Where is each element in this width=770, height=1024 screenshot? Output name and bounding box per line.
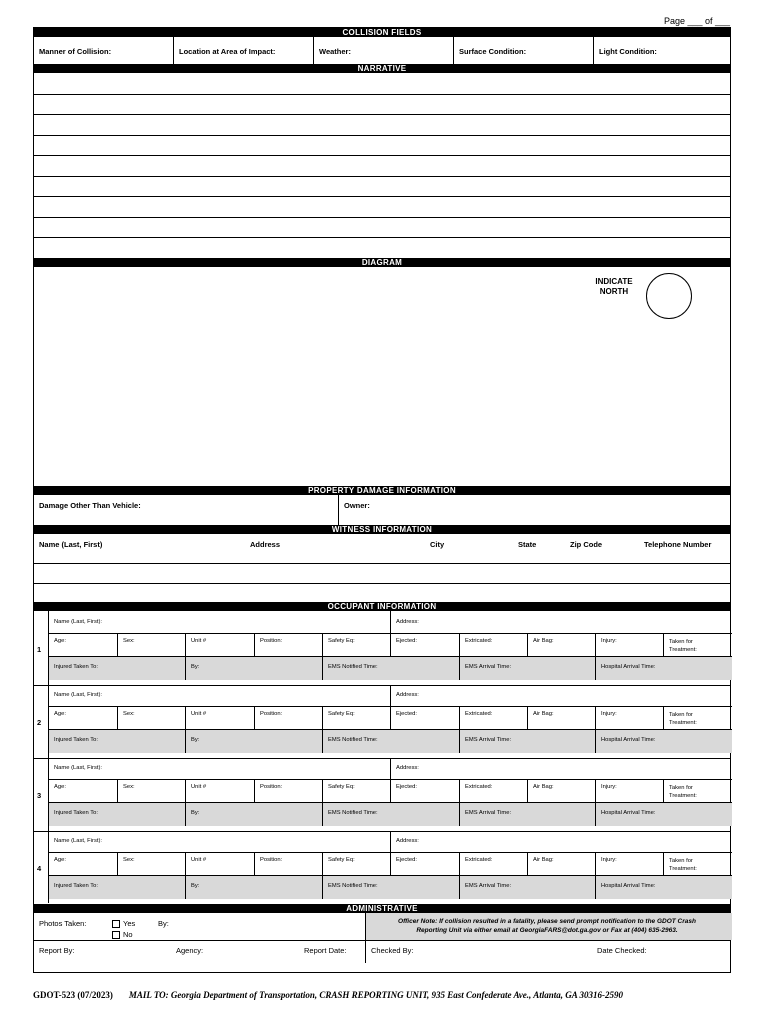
injury-field[interactable]: Injury: [601, 857, 617, 863]
date-checked-field[interactable]: Date Checked: [597, 946, 647, 955]
report-date-field[interactable]: Report Date: [304, 946, 347, 955]
extricated-field[interactable]: Extricated: [465, 857, 493, 863]
ems-notified-time-field[interactable]: EMS Notified Time: [328, 737, 378, 743]
ems-arrival-time-field[interactable]: EMS Arrival Time: [465, 737, 512, 743]
unit-field[interactable]: Unit # [191, 638, 207, 644]
safety-eq-field[interactable]: Safety Eq: [328, 857, 355, 863]
by-field[interactable]: By: [191, 810, 200, 816]
occupant-number: 2 [37, 718, 42, 727]
mail-to-address: MAIL TO: Georgia Department of Transportation, CRASH REPORTING UNIT, 935 East Confederate Ave., Atlanta, GA 30316-2590 [128, 990, 623, 1000]
ejected-field[interactable]: Ejected: [396, 711, 417, 717]
page-indicator: Page ___ of ___ [664, 16, 731, 26]
ems-notified-time-field[interactable]: EMS Notified Time: [328, 810, 378, 816]
hospital-arrival-time-field[interactable]: Hospital Arrival Time: [601, 883, 656, 889]
witness-address-header: Address [250, 540, 281, 549]
extricated-field[interactable]: Extricated: [465, 784, 493, 790]
injured-taken-to-field[interactable]: Injured Taken To: [54, 664, 98, 670]
hospital-arrival-time-field[interactable]: Hospital Arrival Time: [601, 810, 656, 816]
occupant-address-field[interactable]: Address: [396, 692, 419, 698]
ems-arrival-time-field[interactable]: EMS Arrival Time: [465, 664, 512, 670]
ems-notified-time-field[interactable]: EMS Notified Time: [328, 883, 378, 889]
witness-line[interactable] [34, 563, 730, 564]
sex-field[interactable]: Sex: [123, 857, 135, 863]
section-property-damage: PROPERTY DAMAGE INFORMATION [34, 486, 730, 495]
unit-field[interactable]: Unit # [191, 857, 207, 863]
ems-arrival-time-field[interactable]: EMS Arrival Time: [465, 810, 512, 816]
section-administrative: ADMINISTRATIVE [34, 904, 730, 913]
hospital-arrival-time-field[interactable]: Hospital Arrival Time: [601, 737, 656, 743]
occupant-name-field[interactable]: Name (Last, First): [54, 765, 102, 771]
position-field[interactable]: Position: [260, 638, 283, 644]
age-field[interactable]: Age: [54, 711, 66, 717]
photos-no-checkbox[interactable]: No [112, 930, 133, 939]
age-field[interactable]: Age: [54, 638, 66, 644]
weather-field[interactable]: Weather: [319, 47, 351, 56]
hospital-arrival-time-field[interactable]: Hospital Arrival Time: [601, 664, 656, 670]
sex-field[interactable]: Sex: [123, 784, 135, 790]
age-field[interactable]: Age: [54, 857, 66, 863]
occupant-number: 4 [37, 864, 42, 873]
position-field[interactable]: Position: [260, 857, 283, 863]
damage-other-than-vehicle-field[interactable]: Damage Other Than Vehicle: [39, 501, 141, 510]
checked-by-field[interactable]: Checked By: [371, 946, 414, 955]
taken-for-treatment-field[interactable]: Taken for Treatment: [669, 785, 697, 799]
witness-city-header: City [430, 540, 445, 549]
section-witness: WITNESS INFORMATION [34, 525, 730, 534]
injury-field[interactable]: Injury: [601, 638, 617, 644]
witness-state-header: State [518, 540, 537, 549]
occupant-number: 1 [37, 645, 42, 654]
surface-condition-field[interactable]: Surface Condition: [459, 47, 527, 56]
ems-notified-time-field[interactable]: EMS Notified Time: [328, 664, 378, 670]
by-field[interactable]: By: [191, 883, 200, 889]
manner-of-collision-field[interactable]: Manner of Collision: [39, 47, 112, 56]
witness-name-header: Name (Last, First) [39, 540, 103, 549]
ejected-field[interactable]: Ejected: [396, 857, 417, 863]
section-diagram: DIAGRAM [34, 258, 730, 267]
safety-eq-field[interactable]: Safety Eq: [328, 784, 355, 790]
injured-taken-to-field[interactable]: Injured Taken To: [54, 737, 98, 743]
occupant-address-field[interactable]: Address: [396, 765, 419, 771]
injury-field[interactable]: Injury: [601, 711, 617, 717]
ejected-field[interactable]: Ejected: [396, 638, 417, 644]
light-condition-field[interactable]: Light Condition: [599, 47, 657, 56]
location-area-impact-field[interactable]: Location at Area of Impact: [179, 47, 276, 56]
owner-field[interactable]: Owner: [344, 501, 370, 510]
photos-by-field[interactable]: By: [158, 919, 169, 928]
diagram-area[interactable] [34, 267, 730, 486]
safety-eq-field[interactable]: Safety Eq: [328, 711, 355, 717]
witness-line[interactable] [34, 583, 730, 584]
photos-taken-label: Photos Taken: [39, 919, 87, 928]
form-id: GDOT-523 (07/2023) [33, 990, 113, 1000]
unit-field[interactable]: Unit # [191, 784, 207, 790]
air-bag-field[interactable]: Air Bag: [533, 784, 554, 790]
sex-field[interactable]: Sex: [123, 711, 135, 717]
injured-taken-to-field[interactable]: Injured Taken To: [54, 883, 98, 889]
injured-taken-to-field[interactable]: Injured Taken To: [54, 810, 98, 816]
taken-for-treatment-field[interactable]: Taken for Treatment: [669, 712, 697, 726]
air-bag-field[interactable]: Air Bag: [533, 711, 554, 717]
position-field[interactable]: Position: [260, 711, 283, 717]
taken-for-treatment-field[interactable]: Taken for Treatment: [669, 858, 697, 872]
report-by-field[interactable]: Report By: [39, 946, 75, 955]
section-occupant: OCCUPANT INFORMATION [34, 602, 730, 611]
taken-for-treatment-field[interactable]: Taken for Treatment: [669, 639, 697, 653]
position-field[interactable]: Position: [260, 784, 283, 790]
witness-phone-header: Telephone Number [644, 540, 712, 549]
by-field[interactable]: By: [191, 737, 200, 743]
air-bag-field[interactable]: Air Bag: [533, 638, 554, 644]
section-collision-fields: COLLISION FIELDS [34, 28, 730, 37]
section-narrative: NARRATIVE [34, 64, 730, 73]
occupant-address-field[interactable]: Address: [396, 619, 419, 625]
extricated-field[interactable]: Extricated: [465, 638, 493, 644]
air-bag-field[interactable]: Air Bag: [533, 857, 554, 863]
occupant-name-field[interactable]: Name (Last, First): [54, 692, 102, 698]
ems-arrival-time-field[interactable]: EMS Arrival Time: [465, 883, 512, 889]
by-field[interactable]: By: [191, 664, 200, 670]
occupant-address-field[interactable]: Address: [396, 838, 419, 844]
safety-eq-field[interactable]: Safety Eq: [328, 638, 355, 644]
form-footer [33, 990, 623, 1000]
agency-field[interactable]: Agency: [176, 946, 204, 955]
ejected-field[interactable]: Ejected: [396, 784, 417, 790]
occupant-name-field[interactable]: Name (Last, First): [54, 838, 102, 844]
unit-field[interactable]: Unit # [191, 711, 207, 717]
age-field[interactable]: Age: [54, 784, 66, 790]
occupant-number: 3 [37, 791, 42, 800]
injury-field[interactable]: Injury: [601, 784, 617, 790]
crash-report-form [33, 27, 731, 973]
extricated-field[interactable]: Extricated: [465, 711, 493, 717]
sex-field[interactable]: Sex: [123, 638, 135, 644]
officer-note: Officer Note: If collision resulted in a fatality, please send prompt notification to the GDOT Crash Reporting Unit via either email at GeorgiaFARS@dot.ga.gov or Fax at (404) 635-2963. [398, 918, 696, 934]
witness-zip-header: Zip Code [570, 540, 603, 549]
indicate-north-label: INDICATE NORTH [595, 277, 633, 296]
photos-yes-checkbox[interactable]: Yes [112, 919, 135, 928]
occupant-name-field[interactable]: Name (Last, First): [54, 619, 102, 625]
